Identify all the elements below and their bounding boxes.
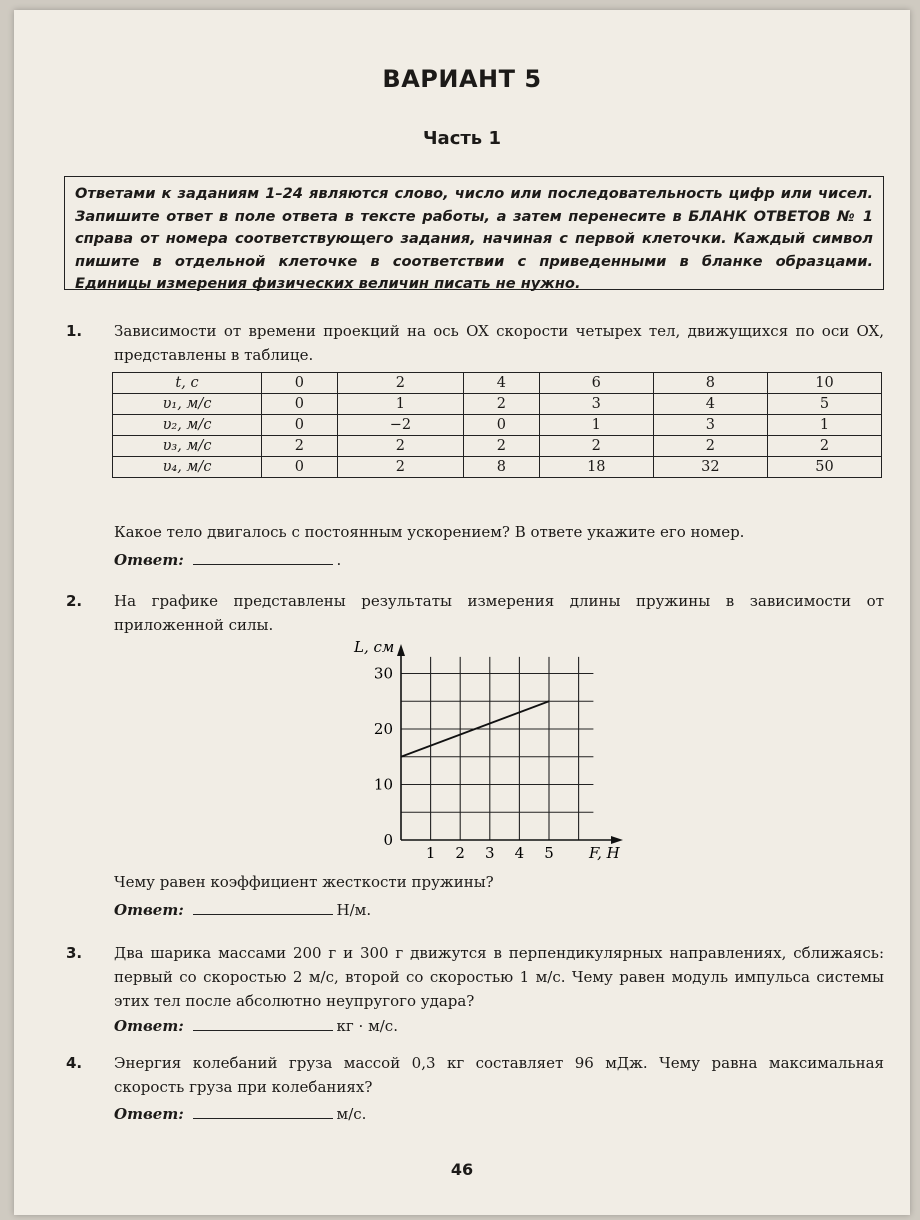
- table-cell: 1: [767, 415, 881, 436]
- table-cell: 2: [539, 436, 653, 457]
- answer-label: Ответ: [114, 1105, 179, 1123]
- answer-label: Ответ: [114, 901, 179, 919]
- q1-answer-row: Ответ: .: [114, 551, 342, 569]
- q3-answer-row: Ответ: кг · м/с.: [114, 1017, 398, 1035]
- table-cell: 2: [463, 436, 539, 457]
- table-row-label: υ₂, м/с: [113, 415, 262, 436]
- answer-label: Ответ: [114, 551, 179, 569]
- answer-label: Ответ: [114, 1017, 179, 1035]
- page-number: 46: [450, 1160, 474, 1179]
- y-axis-arrow: [397, 644, 405, 656]
- q2-number: 2.: [66, 592, 83, 610]
- table-cell: 2: [262, 436, 338, 457]
- table-cell: 32: [653, 457, 767, 478]
- table-cell: 0: [262, 373, 338, 394]
- spring-length-chart: [324, 638, 624, 868]
- table-cell: 18: [539, 457, 653, 478]
- q2-question: Чему равен коэффициент жесткости пружины?: [114, 873, 494, 891]
- q1-question: Какое тело двигалось с постоянным ускорением? В ответе укажите его номер.: [114, 523, 745, 541]
- q3-answer-field[interactable]: [193, 1016, 333, 1031]
- q2-answer-field[interactable]: [193, 900, 333, 915]
- instructions-box: Ответами к заданиям 1–24 являются слово, число или последовательность цифр или чисел. Запишите ответ в поле ответа в тексте работы, а затем перенесите в БЛАНК ОТВЕТОВ № 1 справа от номера соответствующего задания, начиная с первой клеточки. Каждый символ пишите в отдельной клеточке в соответствии с приведенными в бланке образцами. Единицы измерения физических величин писать не нужно.: [64, 176, 884, 290]
- table-cell: 4: [463, 373, 539, 394]
- table-cell: 1: [337, 394, 463, 415]
- q1-answer-field[interactable]: [193, 550, 333, 565]
- table-cell: 2: [653, 436, 767, 457]
- q1-text: Зависимости от времени проекций на ось OX скорости четырех тел, движущихся по оси OX, представлены в таблице.: [114, 322, 884, 364]
- chart-ylabel: L, см: [354, 638, 395, 656]
- part-title: Часть 1: [423, 128, 501, 149]
- table-row-label: υ₄, м/с: [113, 457, 262, 478]
- q4-answer-field[interactable]: [193, 1104, 333, 1119]
- table-cell: 0: [262, 394, 338, 415]
- table-row: [113, 394, 882, 415]
- answer-suffix: .: [336, 551, 342, 569]
- table-cell: −2: [337, 415, 463, 436]
- x-tick-label: 3: [485, 844, 495, 862]
- table-cell: 50: [767, 457, 881, 478]
- table-cell: 2: [337, 436, 463, 457]
- q3-text: Два шарика массами 200 г и 300 г движутся в перпендикулярных направлениях, сближаясь: первый со скоростью 2 м/с, второй со скоростью 1 м/с. Чему равен модуль импульса системы этих тел после абсолютно неупругого удара?: [114, 944, 884, 1010]
- table-cell: 0: [262, 415, 338, 436]
- variant-title: ВАРИАНТ 5: [382, 65, 542, 93]
- workbook-page: [14, 10, 910, 1215]
- table-cell: 0: [463, 415, 539, 436]
- table-cell: 0: [262, 457, 338, 478]
- q3-number: 3.: [66, 944, 83, 962]
- y-tick-label: 10: [373, 775, 393, 794]
- table-cell: 3: [653, 415, 767, 436]
- y-tick-label: 0: [383, 831, 393, 849]
- x-tick-label: 1: [425, 844, 436, 862]
- answer-suffix: кг · м/с.: [336, 1017, 398, 1035]
- table-cell: 4: [653, 394, 767, 415]
- table-cell: 8: [463, 457, 539, 478]
- chart-xlabel: F, Н: [589, 844, 620, 862]
- q2-answer-row: Ответ: Н/м.: [114, 901, 372, 919]
- table-cell: 10: [767, 373, 881, 394]
- q1-number: 1.: [66, 322, 83, 340]
- table-row: [113, 415, 882, 436]
- chart-grid: [401, 657, 593, 840]
- q2-text: На графике представлены результаты измерения длины пружины в зависимости от приложенной силы.: [114, 592, 884, 634]
- table-cell: 3: [539, 394, 653, 415]
- table-cell: 5: [767, 394, 881, 415]
- q4-answer-row: Ответ: м/с.: [114, 1105, 367, 1123]
- x-tick-label: 4: [514, 844, 525, 862]
- answer-suffix: Н/м.: [336, 901, 372, 919]
- table-row-label: υ₁, м/с: [113, 394, 262, 415]
- table-row: [113, 457, 882, 478]
- table-cell: 8: [653, 373, 767, 394]
- x-axis-arrow: [611, 836, 623, 844]
- y-tick-label: 20: [373, 720, 393, 738]
- x-tick-label: 2: [455, 844, 465, 862]
- table-cell: 6: [539, 373, 653, 394]
- q4-text: Энергия колебаний груза массой 0,3 кг составляет 96 мДж. Чему равна максимальная скорость груза при колебаниях?: [114, 1054, 884, 1096]
- answer-suffix: м/с.: [336, 1105, 367, 1123]
- q1-velocity-table: [112, 372, 882, 478]
- table-cell: 2: [767, 436, 881, 457]
- table-row-label: υ₃, м/с: [113, 436, 262, 457]
- q4-number: 4.: [66, 1054, 83, 1072]
- table-row: [113, 436, 882, 457]
- table-row: [113, 373, 882, 394]
- table-cell: 2: [337, 457, 463, 478]
- table-cell: 1: [539, 415, 653, 436]
- table-cell: 2: [463, 394, 539, 415]
- table-cell: 2: [337, 373, 463, 394]
- y-tick-label: 30: [373, 664, 393, 683]
- x-tick-label: 5: [544, 844, 554, 862]
- table-row-label: t, c: [113, 373, 262, 394]
